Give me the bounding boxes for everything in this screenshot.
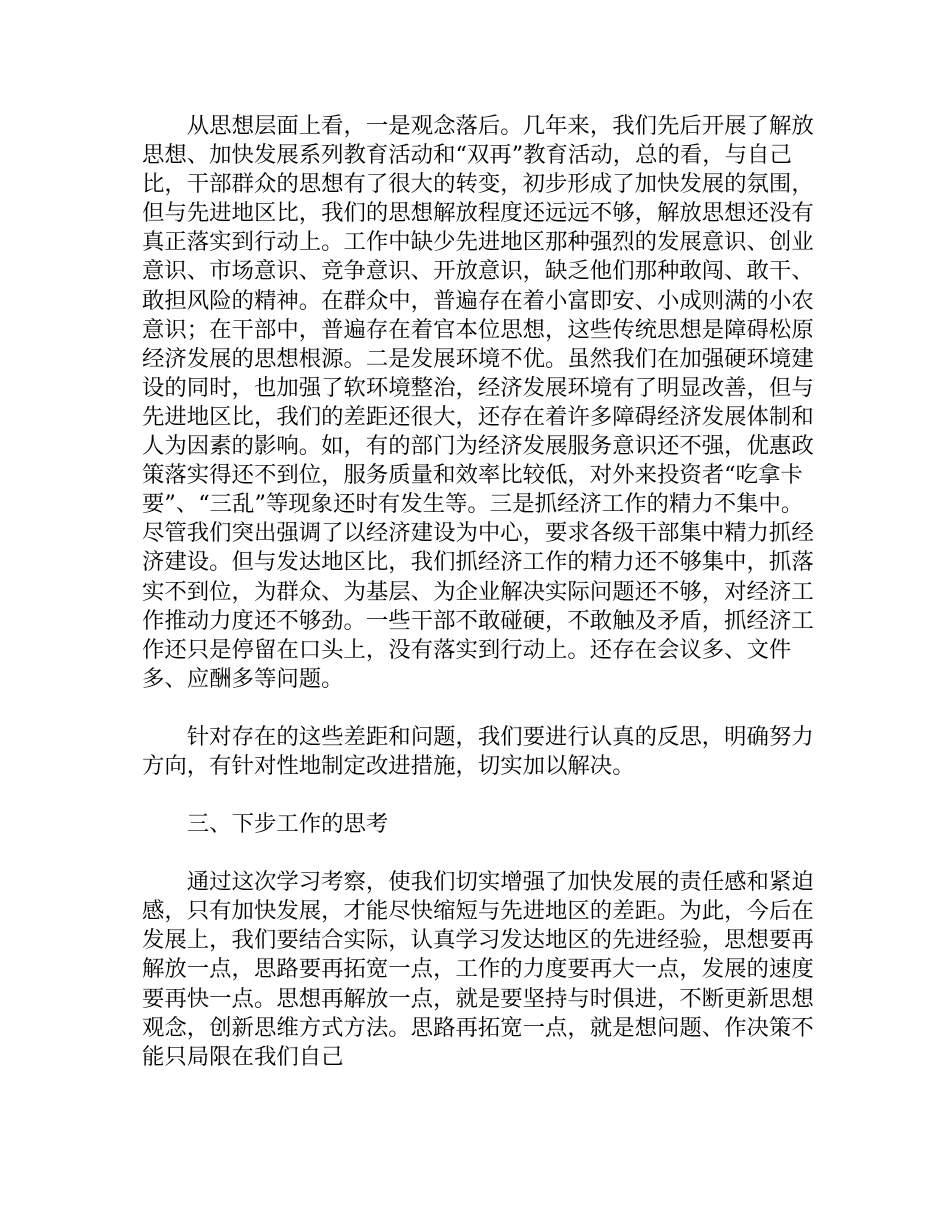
paragraph-problems-analysis: 从思想层面上看，一是观念落后。几年来，我们先后开展了解放思想、加快发展系列教育活动和“双再”教育活动，总的看，与自己比，干部群众的思想有了很大的转变，初步形成了加快发展的氛围，但与先进地区比，我们的思想解放程度还远远不够，解放思想还没有真正落实到行动上。工作中缺少先进地区那种强烈的发展意识、创业意识、市场意识、竞争意识、开放意识，缺乏他们那种敢闯、敢干、敢担风险的精神。在群众中，普遍存在着小富即安、小成则满的小农意识；在干部中，普遍存在着官本位思想，这些传统思想是障碍松原经济发展的思想根源。二是发展环境不优。虽然我们在加强硬环境建设的同时，也加强了软环境整治，经济发展环境有了明显改善，但与先进地区比，我们的差距还很大，还存在着许多障碍经济发展体制和人为因素的影响。如，有的部门为经济发展服务意识还不强，优惠政策落实得还不到位，服务质量和效率比较低，对外来投资者“吃拿卡要”、“三乱”等现象还时有发生等。三是抓经济工作的精力不集中。尽管我们突出强调了以经济建设为中心，要求各级干部集中精力抓经济建设。但与发达地区比，我们抓经济工作的精力还不够集中，抓落实不到位，为群众、为基层、为企业解决实际问题还不够，对经济工作推动力度还不够劲。一些干部不敢碰硬，不敢触及矛盾，抓经济工作还只是停留在口头上，没有落实到行动上。还存在会议多、文件多、应酬多等问题。	[142, 113, 814, 692]
paragraph-reflection: 针对存在的这些差距和问题，我们要进行认真的反思，明确努力方向，有针对性地制定改进措施，切实加以解决。	[142, 723, 814, 779]
section-heading-next-steps: 三、下步工作的思考	[186, 811, 389, 838]
paragraph-next-steps: 通过这次学习考察，使我们切实增强了加快发展的责任感和紧迫感，只有加快发展，才能尽快缩短与先进地区的差距。为此，今后在发展上，我们要结合实际，认真学习发达地区的先进经验，思想要再解放一点，思路要再拓宽一点，工作的力度要再大一点，发展的速度要再快一点。思想再解放一点，就是要坚持与时俱进，不断更新思想观念，创新思维方式方法。思路再拓宽一点，就是想问题、作决策不能只局限在我们自己	[142, 869, 814, 1070]
document-body	[142, 112, 822, 1072]
